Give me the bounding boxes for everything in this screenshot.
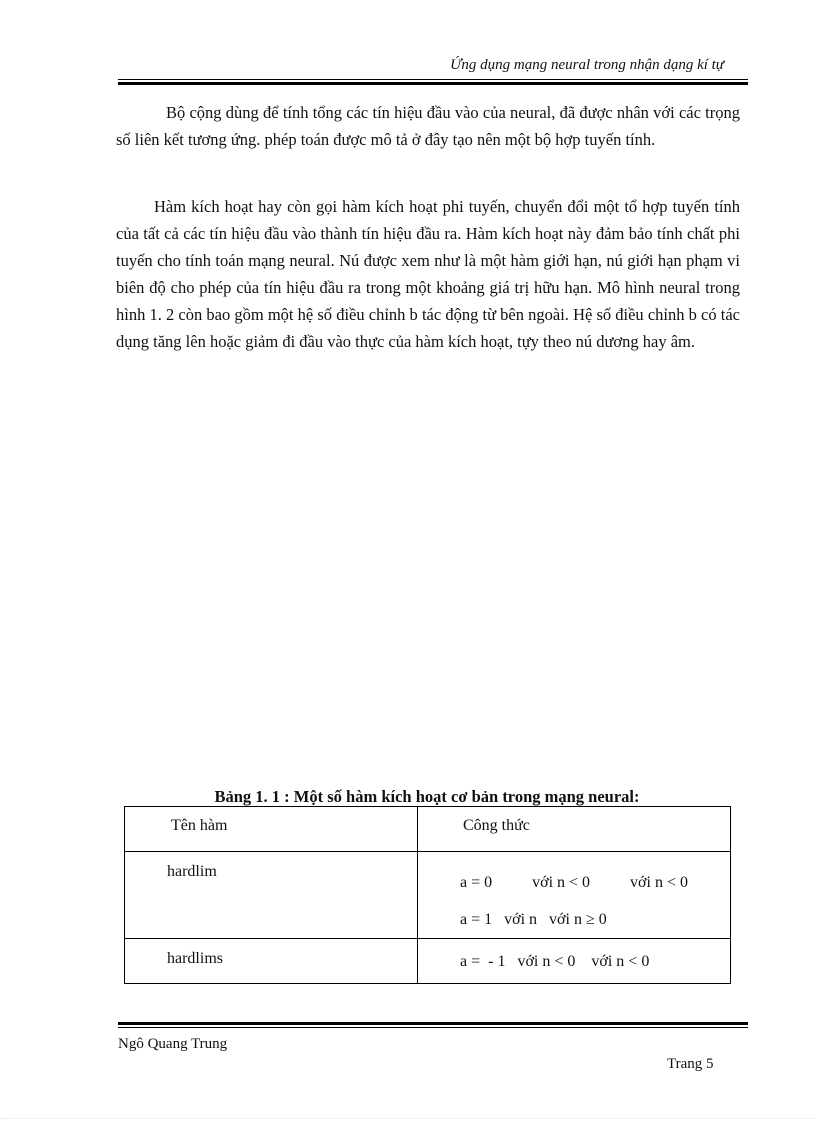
table-header-row <box>125 807 731 852</box>
function-name-cell: hardlims <box>125 939 418 984</box>
activation-function-table <box>124 806 731 984</box>
page-bottom-edge <box>0 1118 816 1119</box>
table-row <box>125 852 731 939</box>
header-rule-thin <box>118 79 748 80</box>
header-formula-cell: Công thức <box>418 807 731 852</box>
paragraph-adder: Bộ cộng dùng để tính tổng các tín hiệu đầu vào của neural, đã được nhân với các trọng số liên kết tương ứng. phép toán được mô tả ở đây tạo nên một bộ hợp tuyến tính. <box>116 103 740 149</box>
footer-author: Ngô Quang Trung <box>118 1036 228 1052</box>
footer-rule-thin <box>118 1027 748 1028</box>
formula-cell <box>418 852 731 939</box>
formula-line: a = - 1 với n < 0 với n < 0 <box>460 953 650 970</box>
formula-cell <box>418 939 731 984</box>
header-rule-thick <box>118 82 748 85</box>
header-name-cell: Tên hàm <box>125 807 418 852</box>
paragraph-activation: Hàm kích hoạt hay còn gọi hàm kích hoạt phi tuyến, chuyển đổi một tổ hợp tuyến tính của tất cả các tín hiệu đầu vào thành tín hiệu đầu ra. Hàm kích hoạt này đảm bảo tính chất phi tuyến cho tính toán mạng neural. Nú được xem như là một hàm giới hạn, nú giới hạn phạm vi biên độ cho phép của tín hiệu đầu ra trong một khoảng giá trị hữu hạn. Mô hình neural trong hình 1. 2 còn bao gồm một hệ số điều chỉnh b tác động từ bên ngoài. Hệ số điều chỉnh b có tác dụng tăng lên hoặc giảm đi đầu vào thực của hàm kích hoạt, tựy theo nú dương hay âm. <box>116 197 740 351</box>
header-title: Ứng dụng mạng neural trong nhận dạng kí tự <box>450 57 724 73</box>
footer-rule-thick <box>118 1022 748 1025</box>
function-name-cell: hardlim <box>125 852 418 939</box>
formula-line: a = 0 với n < 0 với n < 0 <box>460 874 688 891</box>
table-row <box>125 939 731 984</box>
table-caption: Bảng 1. 1 : Một số hàm kích hoạt cơ bản trong mạng neural: <box>214 787 640 806</box>
page-number: Trang 5 <box>667 1056 714 1072</box>
formula-line: a = 1 với n với n ≥ 0 <box>460 911 607 928</box>
